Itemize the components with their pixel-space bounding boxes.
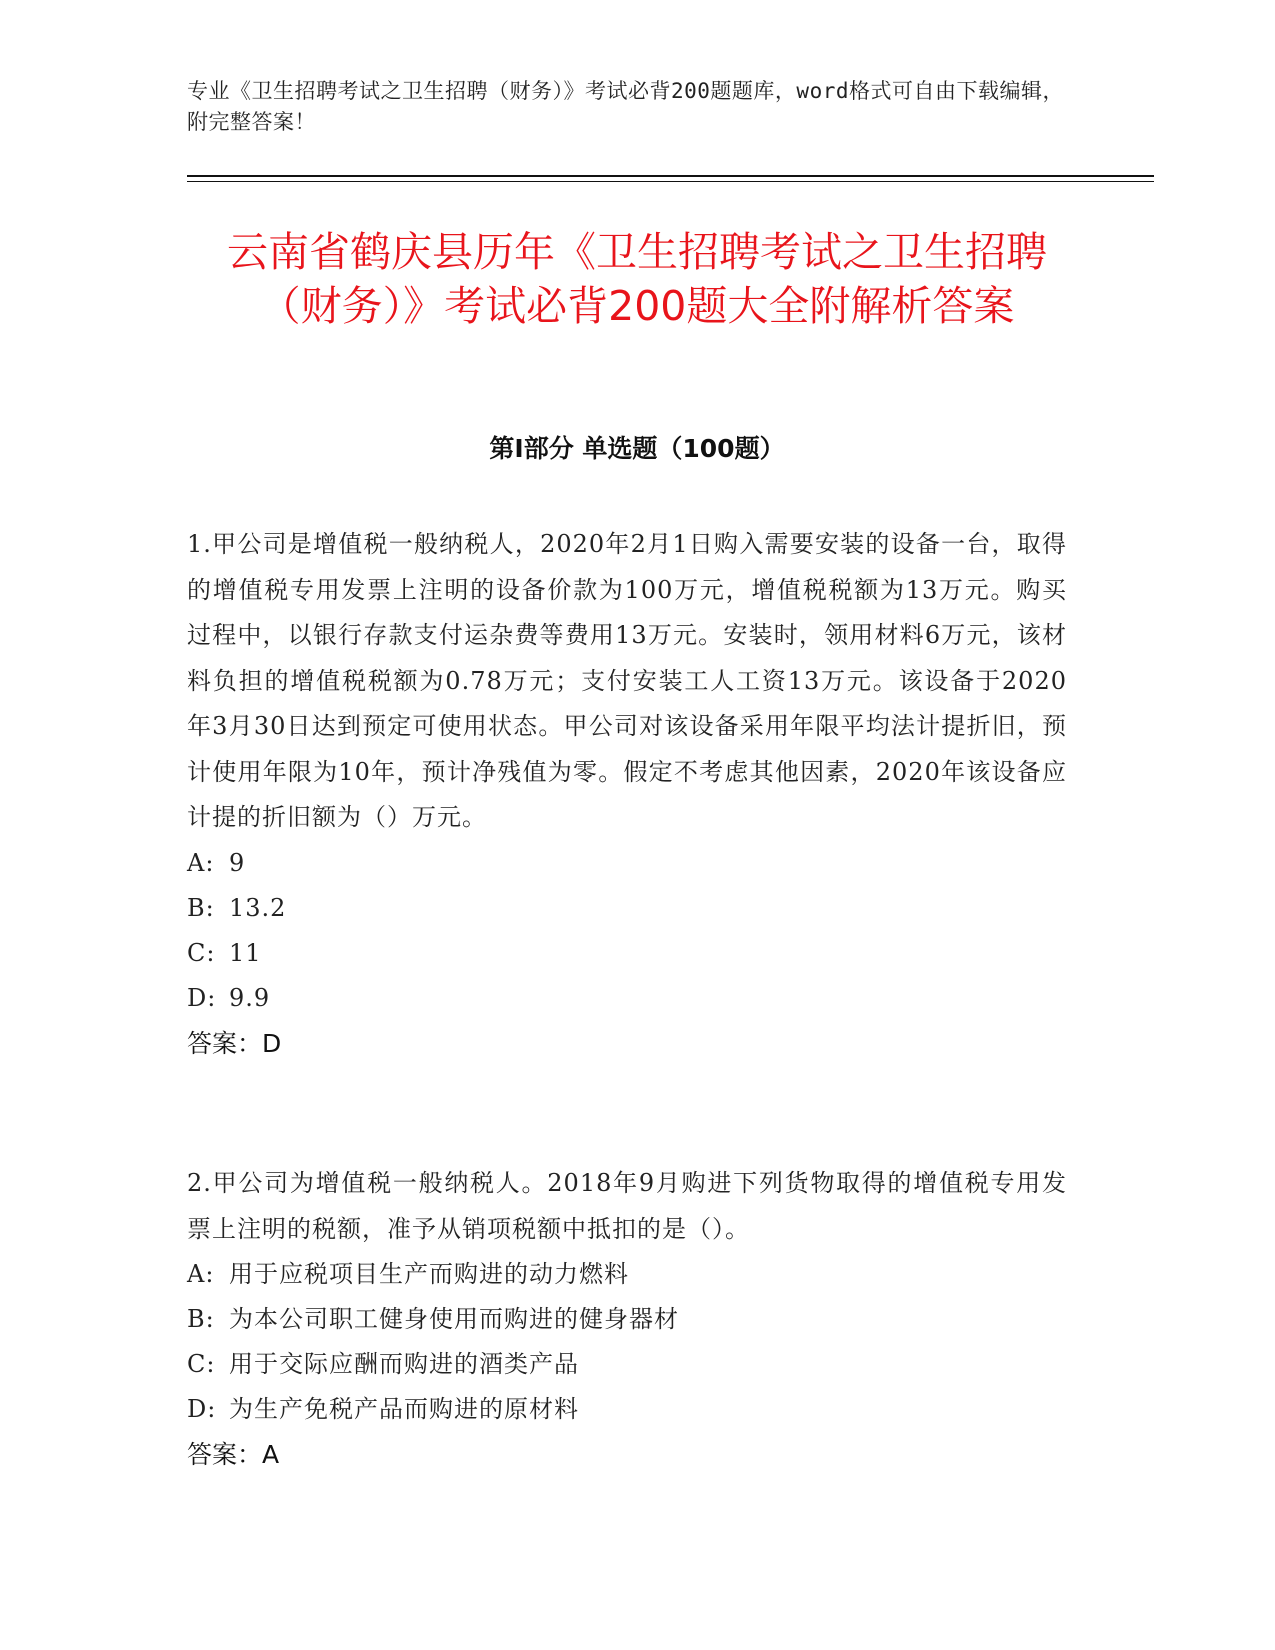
option-text: 11: [229, 938, 262, 967]
option-d: [187, 1387, 1067, 1432]
header-rule-thick: [187, 175, 1154, 177]
option-b: [187, 886, 1067, 931]
option-letter: A:: [187, 848, 215, 877]
header-rule-thin: [187, 181, 1154, 182]
option-text: 9: [229, 848, 246, 877]
section-title: 第Ⅰ部分 单选题（100题）: [489, 434, 785, 463]
option-text: 用于交际应酬而购进的酒类产品: [229, 1350, 579, 1378]
question-2: [187, 1161, 1067, 1478]
option-text: 用于应税项目生产而购进的动力燃料: [229, 1260, 629, 1288]
option-letter: B:: [187, 1305, 215, 1333]
document-title: 云南省鹤庆县历年《卫生招聘考试之卫生招聘（财务）》考试必背200题大全附解析答案: [227, 228, 1047, 330]
option-letter: B:: [187, 893, 215, 922]
option-text: 为本公司职工健身使用而购进的健身器材: [229, 1305, 679, 1333]
option-text: 9.9: [229, 983, 271, 1012]
option-letter: C:: [187, 938, 216, 967]
option-c: [187, 931, 1067, 976]
option-text: 为生产免税产品而购进的原材料: [229, 1395, 579, 1423]
option-a: [187, 1252, 1067, 1297]
header-note: 专业《卫生招聘考试之卫生招聘（财务）》考试必背200题题库，word格式可自由下载编辑，附完整答案！: [187, 79, 1064, 134]
option-d: [187, 976, 1067, 1021]
answer: 答案：A: [187, 1440, 280, 1469]
option-a: [187, 841, 1067, 886]
question-stem: 2.甲公司为增值税一般纳税人。2018年9月购进下列货物取得的增值税专用发票上注明的税额，准予从销项税额中抵扣的是（）。: [187, 1169, 1067, 1243]
option-text: 13.2: [229, 893, 287, 922]
option-c: [187, 1342, 1067, 1387]
answer: 答案：D: [187, 1028, 282, 1058]
option-letter: A:: [187, 1260, 215, 1288]
question-1: [187, 522, 1067, 1067]
question-stem: 1.甲公司是增值税一般纳税人，2020年2月1日购入需要安装的设备一台，取得的增值税专用发票上注明的设备价款为100万元，增值税税额为13万元。购买过程中，以银行存款支付运杂费等费用13万元。安装时，领用材料6万元，该材料负担的增值税税额为0.78万元；支付安装工人工资13万元。该设备于2020年3月30日达到预定可使用状态。甲公司对该设备采用年限平均法计提折旧，预计使用年限为10年，预计净残值为零。假定不考虑其他因素，2020年该设备应计提的折旧额为（）万元。: [187, 530, 1067, 831]
option-b: [187, 1297, 1067, 1342]
option-letter: D:: [187, 1395, 217, 1423]
option-letter: C:: [187, 1350, 216, 1378]
option-letter: D:: [187, 983, 217, 1012]
